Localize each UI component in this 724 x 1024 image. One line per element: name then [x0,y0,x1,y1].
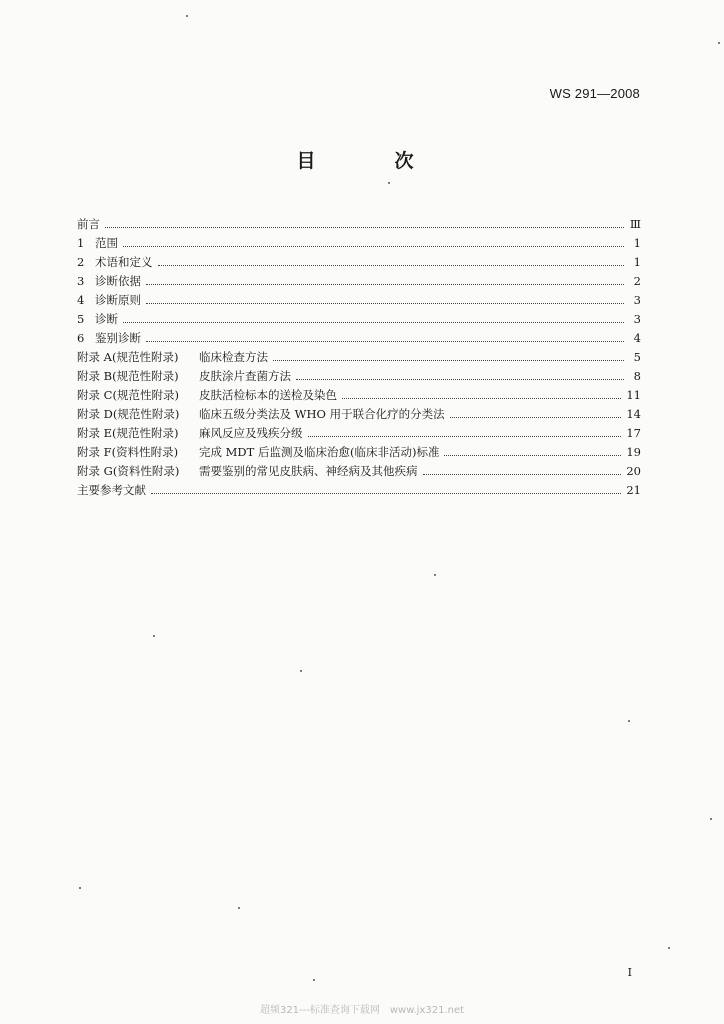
toc-entry[interactable] [77,424,641,443]
toc-entry-label: 诊断原则 [95,293,141,307]
scan-speck [668,947,670,949]
toc-entry-label: 皮肤涂片查菌方法 [199,369,291,383]
page-number: I [627,966,632,979]
toc-entry-annex: 附录 B(规范性附录) [77,369,179,383]
toc-entry-label: 范围 [95,236,118,250]
toc-entry-number: 3 [77,274,85,288]
toc-entry-page: 19 [626,445,641,459]
toc-entry[interactable] [77,272,641,291]
toc-entry-label: 完成 MDT 后监测及临床治愈(临床非活动)标准 [199,445,440,459]
toc-entry-page: 4 [633,331,641,345]
toc-entry-label: 术语和定义 [95,255,153,269]
toc-dot-leader [123,246,624,247]
toc-dot-leader [105,227,624,228]
toc-entry-label: 需要鉴别的常见皮肤病、神经病及其他疾病 [199,464,418,478]
table-of-contents [77,215,641,500]
toc-entry-page: 2 [633,274,641,288]
toc-dot-leader [123,322,624,323]
toc-entry-label: 麻风反应及残疾分级 [199,426,303,440]
toc-entry[interactable] [77,253,641,272]
toc-dot-leader [151,493,621,494]
toc-entry[interactable] [77,291,641,310]
toc-entry-annex: 附录 E(规范性附录) [77,426,179,440]
toc-entry-number: 6 [77,331,85,345]
scan-speck [186,15,188,17]
toc-entry-number: 5 [77,312,85,326]
toc-entry-label: 鉴别诊断 [95,331,141,345]
toc-dot-leader [146,284,624,285]
toc-entry[interactable] [77,386,641,405]
toc-entry-annex: 附录 D(规范性附录) [77,407,180,421]
toc-dot-leader [146,303,624,304]
toc-entry[interactable] [77,462,641,481]
toc-entry-label: 诊断依据 [95,274,141,288]
scan-speck [300,670,302,672]
toc-entry[interactable] [77,215,641,234]
toc-dot-leader [273,360,624,361]
scan-speck [710,818,712,820]
scan-speck [238,907,240,909]
toc-entry-number: 4 [77,293,85,307]
toc-entry-page: 17 [626,426,641,440]
toc-entry-page: 14 [626,407,641,421]
toc-entry[interactable] [77,367,641,386]
toc-entry-annex: 附录 A(规范性附录) [77,350,179,364]
toc-dot-leader [450,417,622,418]
scan-speck [388,182,390,184]
scan-speck [79,887,81,889]
toc-entry-page: 21 [626,483,641,497]
toc-entry-page: 8 [633,369,641,383]
page-title: 目 次 [296,150,444,172]
toc-dot-leader [158,265,625,266]
scan-speck [434,574,436,576]
toc-entry-label: 临床五级分类法及 WHO 用于联合化疗的分类法 [199,407,445,421]
toc-entry[interactable] [77,329,641,348]
toc-dot-leader [308,436,622,437]
toc-entry-page: Ⅲ [629,217,641,231]
toc-entry[interactable] [77,443,641,462]
toc-entry[interactable] [77,405,641,424]
toc-entry-label: 皮肤活检标本的送检及染色 [199,388,337,402]
watermark: 超频321---标准查询下载网 www.jx321.net [259,1005,465,1016]
toc-entry-annex: 附录 C(规范性附录) [77,388,179,402]
scan-speck [718,42,720,44]
toc-entry-number: 2 [77,255,85,269]
toc-entry-page: 1 [633,255,641,269]
toc-entry-annex: 附录 G(资料性附录) [77,464,180,478]
toc-entry-annex: 附录 F(资料性附录) [77,445,179,459]
toc-dot-leader [146,341,624,342]
scan-speck [628,720,630,722]
toc-entry-page: 1 [633,236,641,250]
standard-code: WS 291—2008 [549,86,640,101]
toc-dot-leader [296,379,624,380]
toc-entry-page: 11 [626,388,641,402]
scan-speck [153,635,155,637]
toc-dot-leader [423,474,622,475]
toc-entry[interactable] [77,310,641,329]
toc-entry-page: 5 [633,350,641,364]
toc-entry-number: 1 [77,236,85,250]
toc-entry-page: 3 [633,293,641,307]
toc-entry[interactable] [77,481,641,500]
toc-entry-page: 20 [626,464,641,478]
toc-entry[interactable] [77,348,641,367]
toc-entry[interactable] [77,234,641,253]
toc-dot-leader [444,455,621,456]
toc-entry-page: 3 [633,312,641,326]
toc-dot-leader [342,398,621,399]
toc-entry-label: 前言 [77,217,100,231]
toc-entry-label: 诊断 [95,312,118,326]
toc-entry-label: 临床检查方法 [199,350,268,364]
scan-speck [313,979,315,981]
toc-entry-label: 主要参考文献 [77,483,146,497]
